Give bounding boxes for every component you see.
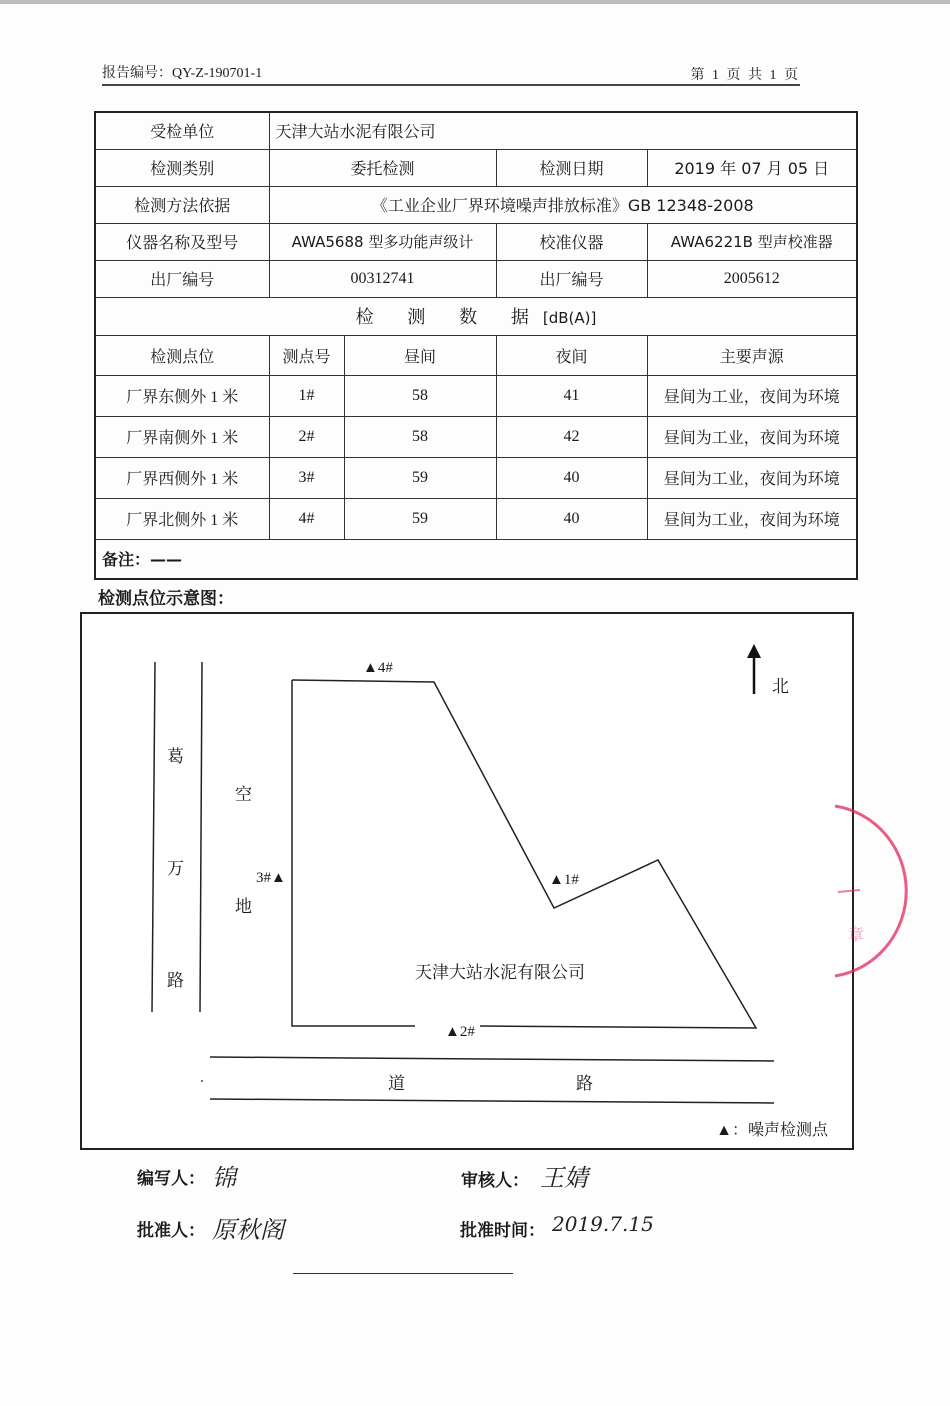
calibrator-label: 校准仪器 (496, 223, 647, 260)
date-value: 2019 年 07 月 05 日 (647, 149, 857, 186)
date-label: 检测日期 (496, 149, 647, 186)
instrument-value: AWA5688 型多功能声级计 (269, 223, 496, 260)
category-value: 委托检测 (269, 149, 496, 186)
calibrator-value: AWA6221B 型声校准器 (647, 223, 857, 260)
author-label: 编写人： (137, 1169, 205, 1189)
point-marker-2: ▲2# (445, 1024, 475, 1040)
table-row: 厂界西侧外 1 米 3# 59 40 昼间为工业，夜间为环境 (95, 457, 857, 498)
report-table (94, 111, 858, 580)
official-seal-icon (830, 800, 920, 985)
road-south-char: 路 (576, 1074, 593, 1094)
calibrator-serial-value: 2005612 (647, 260, 857, 297)
table-row: 厂界北侧外 1 米 4# 59 40 昼间为工业，夜间为环境 (95, 498, 857, 539)
road-west-char: 葛 (167, 747, 184, 767)
vacant-land-char: 地 (235, 897, 252, 917)
data-section-title: 检 测 数 据[dB(A)] (95, 297, 857, 335)
unit-label: 受检单位 (95, 112, 269, 149)
page-info: 第 1 页 共 1 页 (690, 68, 800, 83)
approver-label: 批准人： (137, 1221, 205, 1241)
legend-noise-point: ▲：噪声检测点 (716, 1122, 828, 1139)
page-header (102, 60, 800, 86)
method-label: 检测方法依据 (95, 186, 269, 223)
unit-value: 天津大站水泥有限公司 (269, 112, 857, 149)
point-marker-3: 3#▲ (256, 870, 286, 886)
instrument-label: 仪器名称及型号 (95, 223, 269, 260)
reviewer-label: 审核人： (461, 1171, 529, 1191)
bottom-divider (293, 1273, 513, 1274)
road-west-char: 万 (167, 859, 184, 879)
site-map-lines (82, 614, 852, 1148)
north-label: 北 (772, 677, 789, 697)
vacant-land-char: 空 (235, 785, 252, 805)
report-number: 报告编号：QY-Z-190701-1 (102, 66, 263, 81)
scan-edge (0, 0, 950, 4)
calibrator-serial-label: 出厂编号 (496, 260, 647, 297)
column-header: 昼间 (344, 335, 496, 375)
approver-signature: 原秋阁 (212, 1216, 284, 1244)
svg-text:章: 章 (848, 925, 865, 944)
company-label: 天津大站水泥有限公司 (415, 963, 585, 983)
point-marker-1: ▲1# (549, 872, 579, 888)
column-header: 夜间 (496, 335, 647, 375)
approve-time-value: 2019.7.15 (552, 1212, 654, 1236)
road-west-char: 路 (167, 971, 184, 991)
reviewer-signature: 王婧 (540, 1164, 588, 1192)
remark: 备注：—— (95, 539, 857, 579)
serial-label: 出厂编号 (95, 260, 269, 297)
method-value: 《工业企业厂界环境噪声排放标准》GB 12348-2008 (269, 186, 857, 223)
category-label: 检测类别 (95, 149, 269, 186)
table-row: 厂界东侧外 1 米 1# 58 41 昼间为工业，夜间为环境 (95, 375, 857, 416)
serial-value: 00312741 (269, 260, 496, 297)
approve-time-label: 批准时间： (460, 1221, 545, 1241)
site-diagram (80, 612, 854, 1150)
column-header: 检测点位 (95, 335, 269, 375)
point-marker-4: ▲4# (363, 660, 393, 676)
diagram-title: 检测点位示意图： (98, 589, 234, 609)
column-header: 主要声源 (647, 335, 857, 375)
column-header: 测点号 (269, 335, 344, 375)
road-south-char: 道 (388, 1074, 405, 1094)
author-signature: 锦 (212, 1164, 236, 1192)
table-row: 厂界南侧外 1 米 2# 58 42 昼间为工业，夜间为环境 (95, 416, 857, 457)
